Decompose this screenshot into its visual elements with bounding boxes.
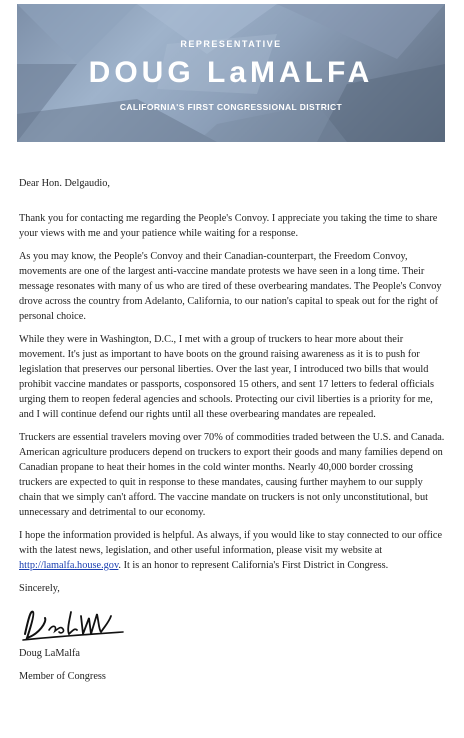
website-link[interactable]: http://lamalfa.house.gov: [19, 560, 119, 571]
letter-body: [19, 176, 445, 692]
paragraph-washington: While they were in Washington, D.C., I met with a group of truckers to hear more about their movement. It's just as important to have boots on the ground raising awareness as it is to push for legislation that preserves our personal liberties. Over the last year, I introduced two bills that would prohibit vaccine mandates or passports, cosponsored 15 others, and sent 17 letters to federal officials urging them to reopen federal agencies and schools. Protecting our civil liberties is a priority for me, and I will continue defend our rights until all these overbearing mandates are repealed.: [19, 334, 435, 420]
district-label: CALIFORNIA'S FIRST CONGRESSIONAL DISTRICT: [119, 102, 343, 112]
salutation: Dear Hon. Delgaudio,: [19, 178, 110, 189]
signer-name: Doug LaMalfa: [19, 648, 80, 659]
handwritten-signature: [19, 604, 129, 644]
paragraph-website: [19, 528, 445, 573]
website-text-before: I hope the information provided is helpful. As always, if you would like to stay connected to our office with the latest news, legislation, and other useful information, please visit my website at: [19, 530, 443, 556]
header-banner: [17, 4, 445, 142]
representative-name-logo: DOUG LaMALFA: [88, 56, 374, 89]
website-text-after: . It is an honor to represent California's First District in Congress.: [118, 560, 389, 571]
representative-label: REPRESENTATIVE: [180, 39, 282, 49]
closing: Sincerely,: [19, 583, 60, 594]
paragraph-intro: Thank you for contacting me regarding the People's Convoy. I appreciate you taking the time to share your views with me and your patience while waiting for a response.: [19, 213, 438, 239]
paragraph-convoy: As you may know, the People's Convoy and their Canadian-counterpart, the Freedom Convoy, movements are one of the largest anti-vaccine mandate protests we have seen in a long time. Their message resonates with many of us who are tired of these overbearing mandates. The People's Convoy drove across the country from Adelanto, California, to our nation's capital to speak out for the right of personal choice.: [19, 251, 442, 322]
paragraph-truckers: Truckers are essential travelers moving over 70% of commodities traded between the U.S. and Canada. American agriculture producers depend on truckers to export their goods and many families depend on Canadian propane to heat their homes in the cold winter months. Nearly 40,000 border crossing truckers are expected to quit in response to these mandates, causing further mayhem to our supply chain that we simply can't afford. The vaccine mandate on truckers is not only unconstitutional, but unnecessary and detrimental to our economy.: [19, 432, 445, 518]
signer-title: Member of Congress: [19, 671, 106, 682]
